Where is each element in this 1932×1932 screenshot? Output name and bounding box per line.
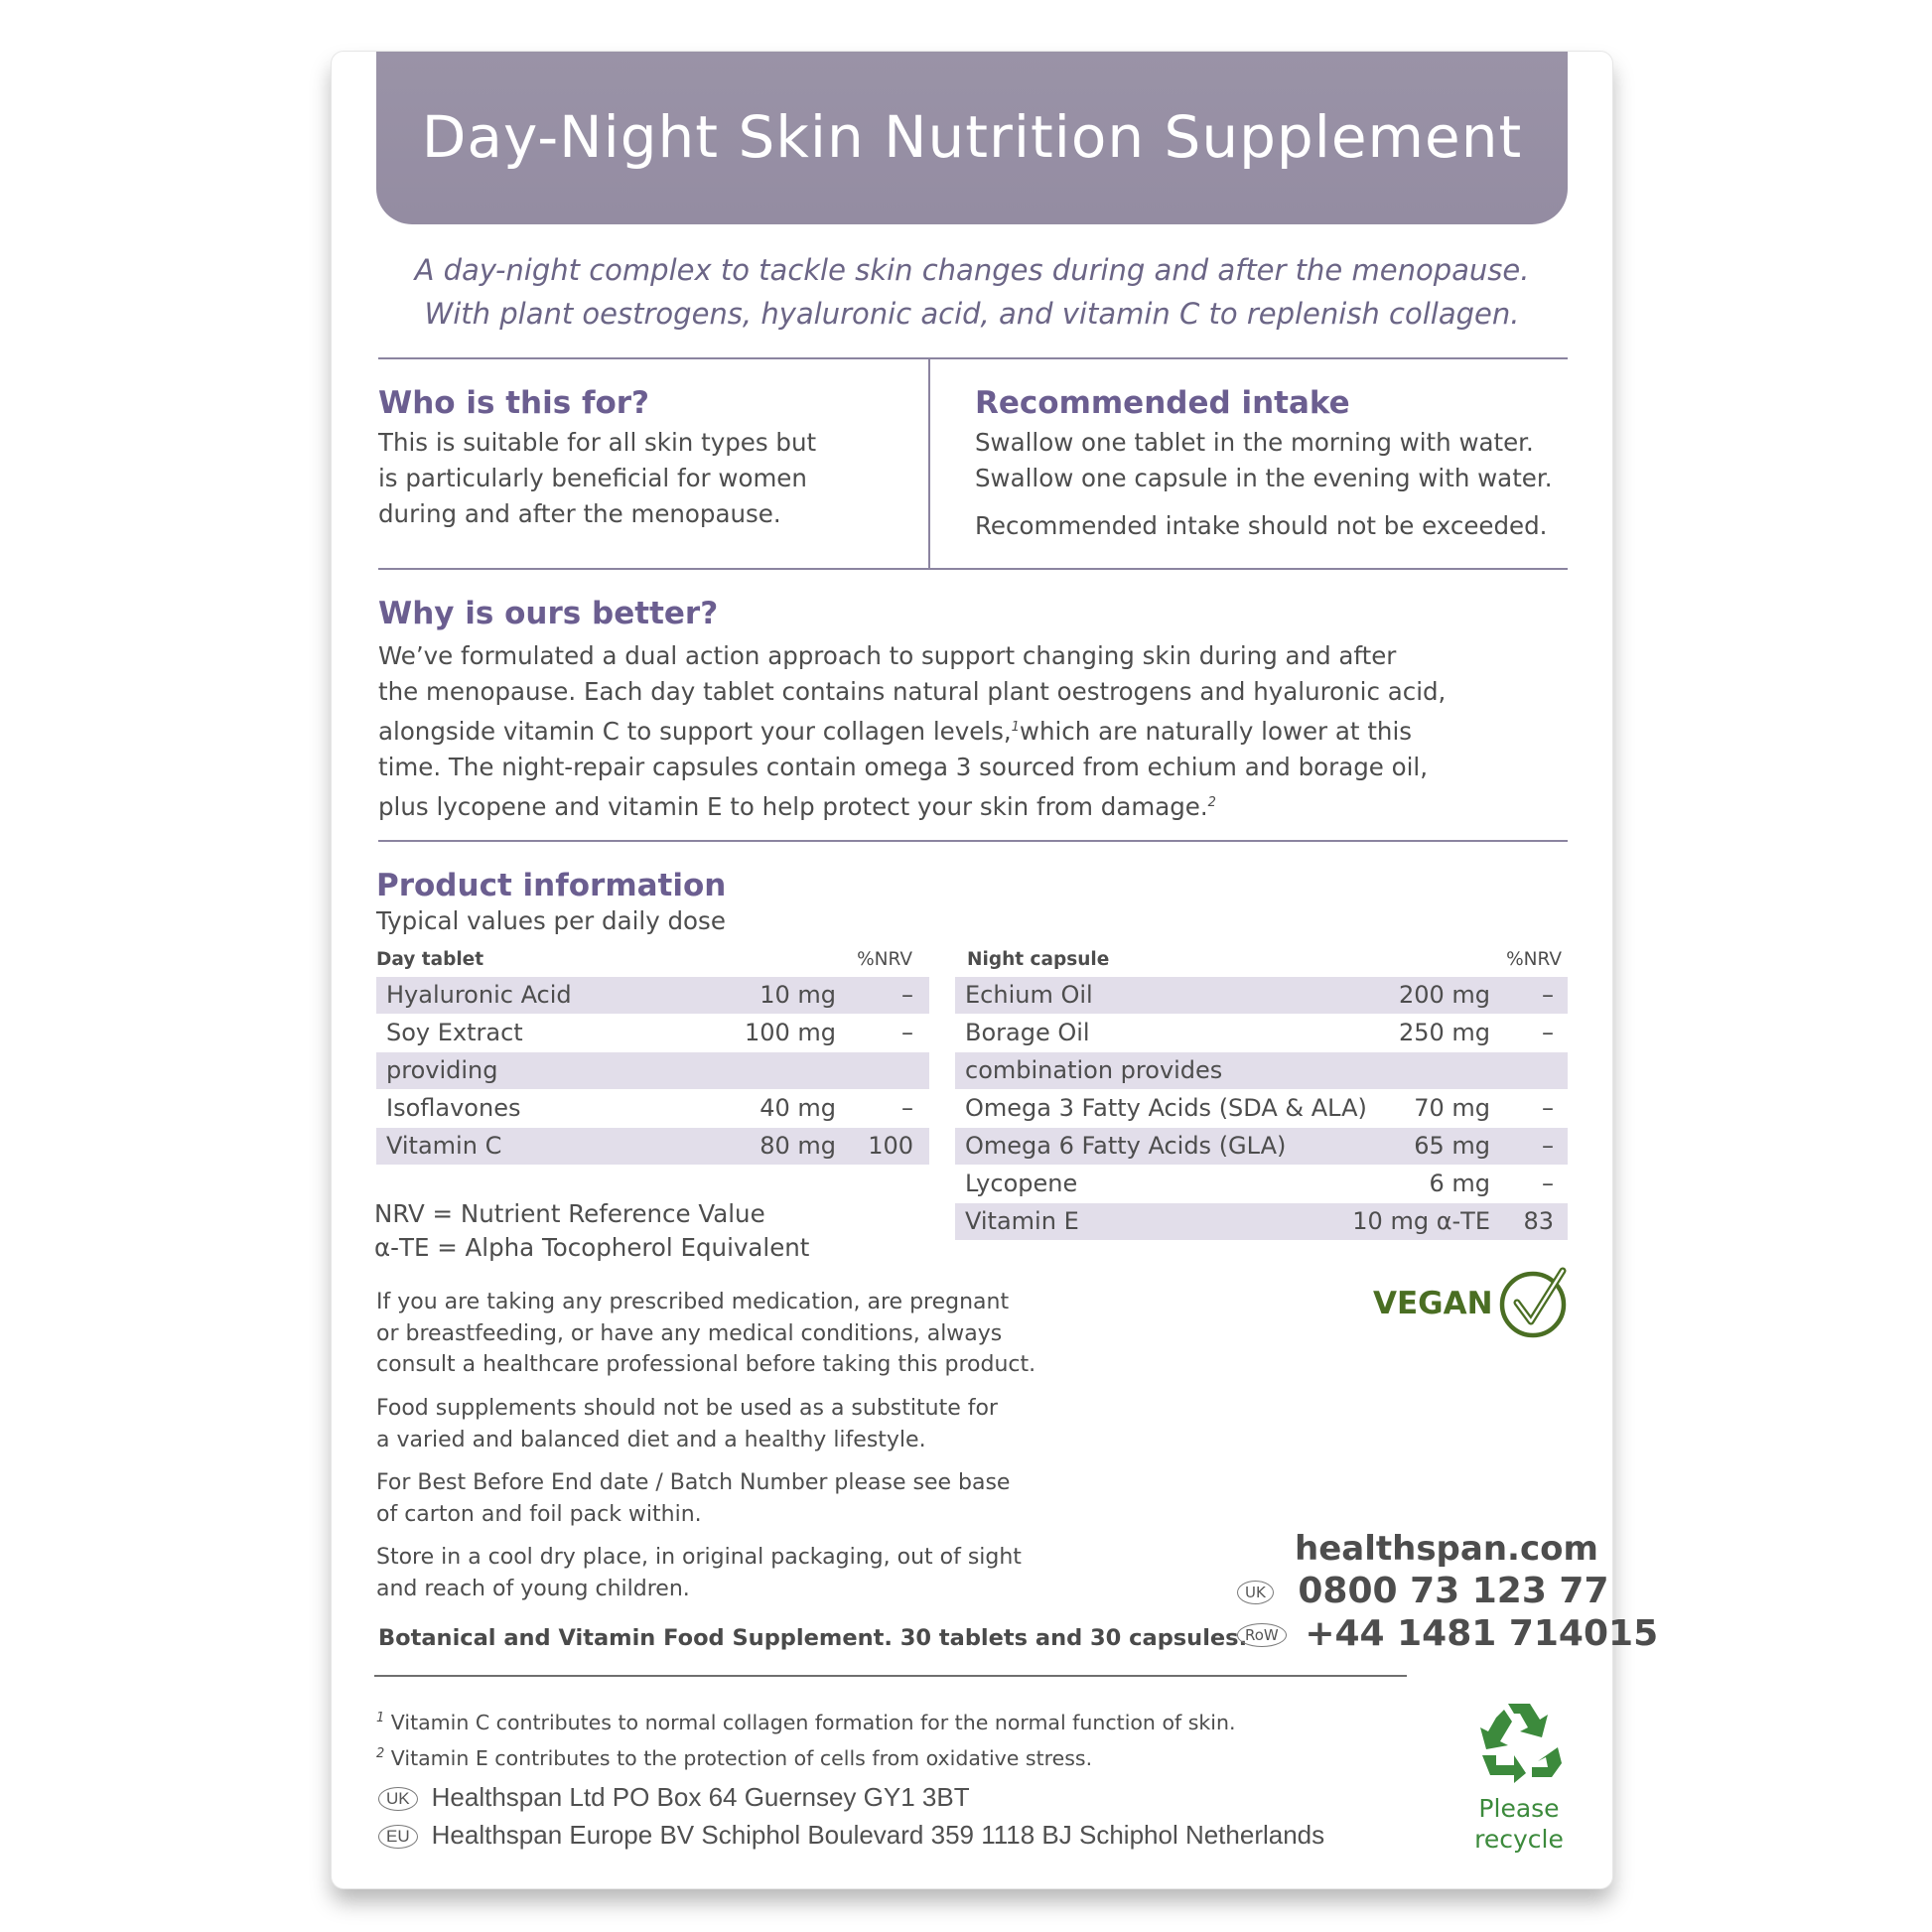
legend-line: NRV = Nutrient Reference Value [374, 1199, 765, 1228]
footnote-ref: 1 [1011, 720, 1020, 735]
notice-line: Store in a cool dry place, in original packaging, out of sight [376, 1545, 1022, 1570]
who-line: This is suitable for all skin types but [378, 428, 817, 457]
table-row [955, 1128, 1568, 1165]
notice-line: If you are taking any prescribed medication, are pregnant [376, 1290, 1010, 1314]
nutrient-name: Hyaluronic Acid [386, 981, 572, 1009]
table-row [376, 1128, 929, 1165]
why-line: time. The night-repair capsules contain omega 3 sourced from echium and borage oil, [378, 753, 1429, 782]
nutrient-name: combination provides [965, 1056, 1223, 1084]
uk-badge: UK [1237, 1581, 1274, 1604]
nutrient-amount: 100 mg [744, 1019, 836, 1046]
footnote: $^2$ Vitamin E contributes to the protection of cells from oxidative stress. [376, 1745, 1093, 1770]
who-line: during and after the menopause. [378, 499, 781, 528]
nutrient-name: Borage Oil [965, 1019, 1090, 1046]
nutrient-nrv: – [1542, 981, 1554, 1009]
divider [378, 357, 1568, 359]
table-row [955, 977, 1568, 1014]
table-row [376, 1015, 929, 1051]
footnotes [376, 1703, 1235, 1774]
nrv-legend [374, 1197, 809, 1265]
why-heading: Why is ours better? [378, 596, 719, 631]
notice-line: a varied and balanced diet and a healthy lifestyle. [376, 1427, 926, 1452]
recycle-line: recycle [1474, 1825, 1564, 1854]
nutrient-nrv: – [1542, 1170, 1554, 1197]
footnote-ref: 2 [1207, 795, 1216, 811]
nutrient-nrv: – [1542, 1094, 1554, 1122]
row-badge: RoW [1237, 1623, 1287, 1647]
uk-phone-line [1237, 1571, 1609, 1611]
nrv-column-label: %NRV [1506, 949, 1562, 970]
storage-notice [376, 1542, 1022, 1604]
table-row [955, 1015, 1568, 1051]
divider [378, 840, 1568, 842]
title-banner [376, 52, 1568, 224]
nutrient-amount: 10 mg α-TE [1352, 1207, 1490, 1235]
nrv-column-label: %NRV [857, 949, 912, 970]
table-row [955, 1052, 1568, 1089]
intake-heading: Recommended intake [975, 385, 1350, 421]
intake-warning: Recommended intake should not be exceeded. [975, 511, 1548, 540]
nutrient-name: Vitamin C [386, 1132, 502, 1160]
table-row [955, 1090, 1568, 1127]
uk-phone[interactable]: 0800 73 123 77 [1298, 1571, 1609, 1611]
why-line: alongside vitamin C to support your collagen levels,$^1$which are naturally lower at this [378, 717, 1413, 747]
nutrient-name: providing [386, 1056, 498, 1084]
who-text [378, 425, 816, 532]
nutrient-name: Vitamin E [965, 1207, 1079, 1235]
tagline-line-2: With plant oestrogens, hyaluronic acid, and vitamin C to replenish collagen. [424, 297, 1520, 331]
column-divider [928, 359, 930, 568]
notice-line: For Best Before End date / Batch Number please see base [376, 1470, 1011, 1495]
notice-line: and reach of young children. [376, 1576, 690, 1601]
uk-address: UK Healthspan Ltd PO Box 64 Guernsey GY1 3BT [378, 1782, 970, 1813]
who-line: is particularly beneficial for women [378, 464, 807, 492]
eu-address: EU Healthspan Europe BV Schiphol Boulevard 359 1118 BJ Schiphol Netherlands [378, 1820, 1324, 1851]
row-phone-line [1237, 1613, 1659, 1654]
table-row [376, 1052, 929, 1089]
page-title: Day-Night Skin Nutrition Supplement [421, 103, 1523, 171]
table-row [955, 1203, 1568, 1240]
notice-line: consult a healthcare professional before taking this product. [376, 1352, 1036, 1377]
why-line: the menopause. Each day tablet contains natural plant oestrogens and hyaluronic acid, [378, 677, 1447, 706]
recycle-icon [1474, 1700, 1566, 1785]
nutrient-nrv: – [901, 981, 913, 1009]
nutrient-amount: 250 mg [1398, 1019, 1490, 1046]
why-line: plus lycopene and vitamin E to help protect your skin from damage.$^2$ [378, 792, 1216, 822]
tagline-line-1: A day-night complex to tackle skin changes during and after the menopause. [414, 253, 1530, 287]
nutrient-amount: 80 mg [759, 1132, 836, 1160]
nutrient-name: Omega 6 Fatty Acids (GLA) [965, 1132, 1287, 1160]
nutrient-amount: 40 mg [759, 1094, 836, 1122]
why-text [378, 638, 1446, 825]
nutrient-amount: 65 mg [1414, 1132, 1490, 1160]
intake-line: Swallow one capsule in the evening with water. [975, 464, 1553, 492]
night-table-label: Night capsule [967, 949, 1110, 970]
notice-line: of carton and foil pack within. [376, 1501, 702, 1527]
intake-line: Swallow one tablet in the morning with water. [975, 428, 1534, 457]
nutrient-amount: 70 mg [1414, 1094, 1490, 1122]
medical-notice [376, 1287, 1035, 1381]
table-row [376, 977, 929, 1014]
nutrient-name: Soy Extract [386, 1019, 523, 1046]
nutrient-name: Lycopene [965, 1170, 1078, 1197]
product-heading: Product information [376, 868, 727, 903]
eu-badge: EU [378, 1825, 418, 1849]
nutrient-nrv: 83 [1523, 1207, 1554, 1235]
footer-divider [374, 1675, 1407, 1677]
recycle-line: Please [1478, 1794, 1560, 1823]
night-table-header [967, 949, 1562, 970]
night-capsule-table [955, 977, 1568, 1241]
nutrient-amount: 200 mg [1398, 981, 1490, 1009]
website-link[interactable]: healthspan.com [1295, 1529, 1598, 1569]
nutrient-name: Omega 3 Fatty Acids (SDA & ALA) [965, 1094, 1367, 1122]
product-subheading: Typical values per daily dose [376, 906, 726, 935]
nutrient-amount: 10 mg [759, 981, 836, 1009]
batch-notice [376, 1467, 1010, 1530]
nutrient-nrv: 100 [868, 1132, 913, 1160]
nutrient-name: Isoflavones [386, 1094, 521, 1122]
notice-line: or breastfeeding, or have any medical conditions, always [376, 1320, 1003, 1346]
nutrient-nrv: – [901, 1094, 913, 1122]
day-table-label: Day tablet [376, 949, 484, 970]
check-circle-icon [1499, 1267, 1571, 1338]
notice-line: Food supplements should not be used as a substitute for [376, 1396, 998, 1421]
day-tablet-table [376, 977, 929, 1166]
day-table-header [376, 949, 912, 970]
legend-line: α-TE = Alpha Tocopherol Equivalent [374, 1233, 810, 1262]
diet-notice [376, 1393, 998, 1455]
intake-text [975, 425, 1552, 496]
vegan-label: VEGAN [1373, 1286, 1493, 1321]
divider [378, 568, 1568, 570]
product-type: Botanical and Vitamin Food Supplement. 30 tablets and 30 capsules. [378, 1625, 1248, 1651]
nutrient-nrv: – [1542, 1132, 1554, 1160]
why-line: We’ve formulated a dual action approach to support changing skin during and after [378, 641, 1397, 670]
uk-badge: UK [378, 1787, 418, 1811]
footnote: $^1$ Vitamin C contributes to normal collagen formation for the normal function of skin. [376, 1710, 1236, 1734]
table-row [376, 1090, 929, 1127]
nutrient-name: Echium Oil [965, 981, 1093, 1009]
nutrient-nrv: – [901, 1019, 913, 1046]
nutrient-amount: 6 mg [1429, 1170, 1490, 1197]
nutrient-nrv: – [1542, 1019, 1554, 1046]
who-heading: Who is this for? [378, 385, 650, 421]
table-row [955, 1166, 1568, 1202]
row-phone[interactable]: +44 1481 714015 [1305, 1613, 1659, 1654]
recycle-label [1459, 1793, 1579, 1855]
